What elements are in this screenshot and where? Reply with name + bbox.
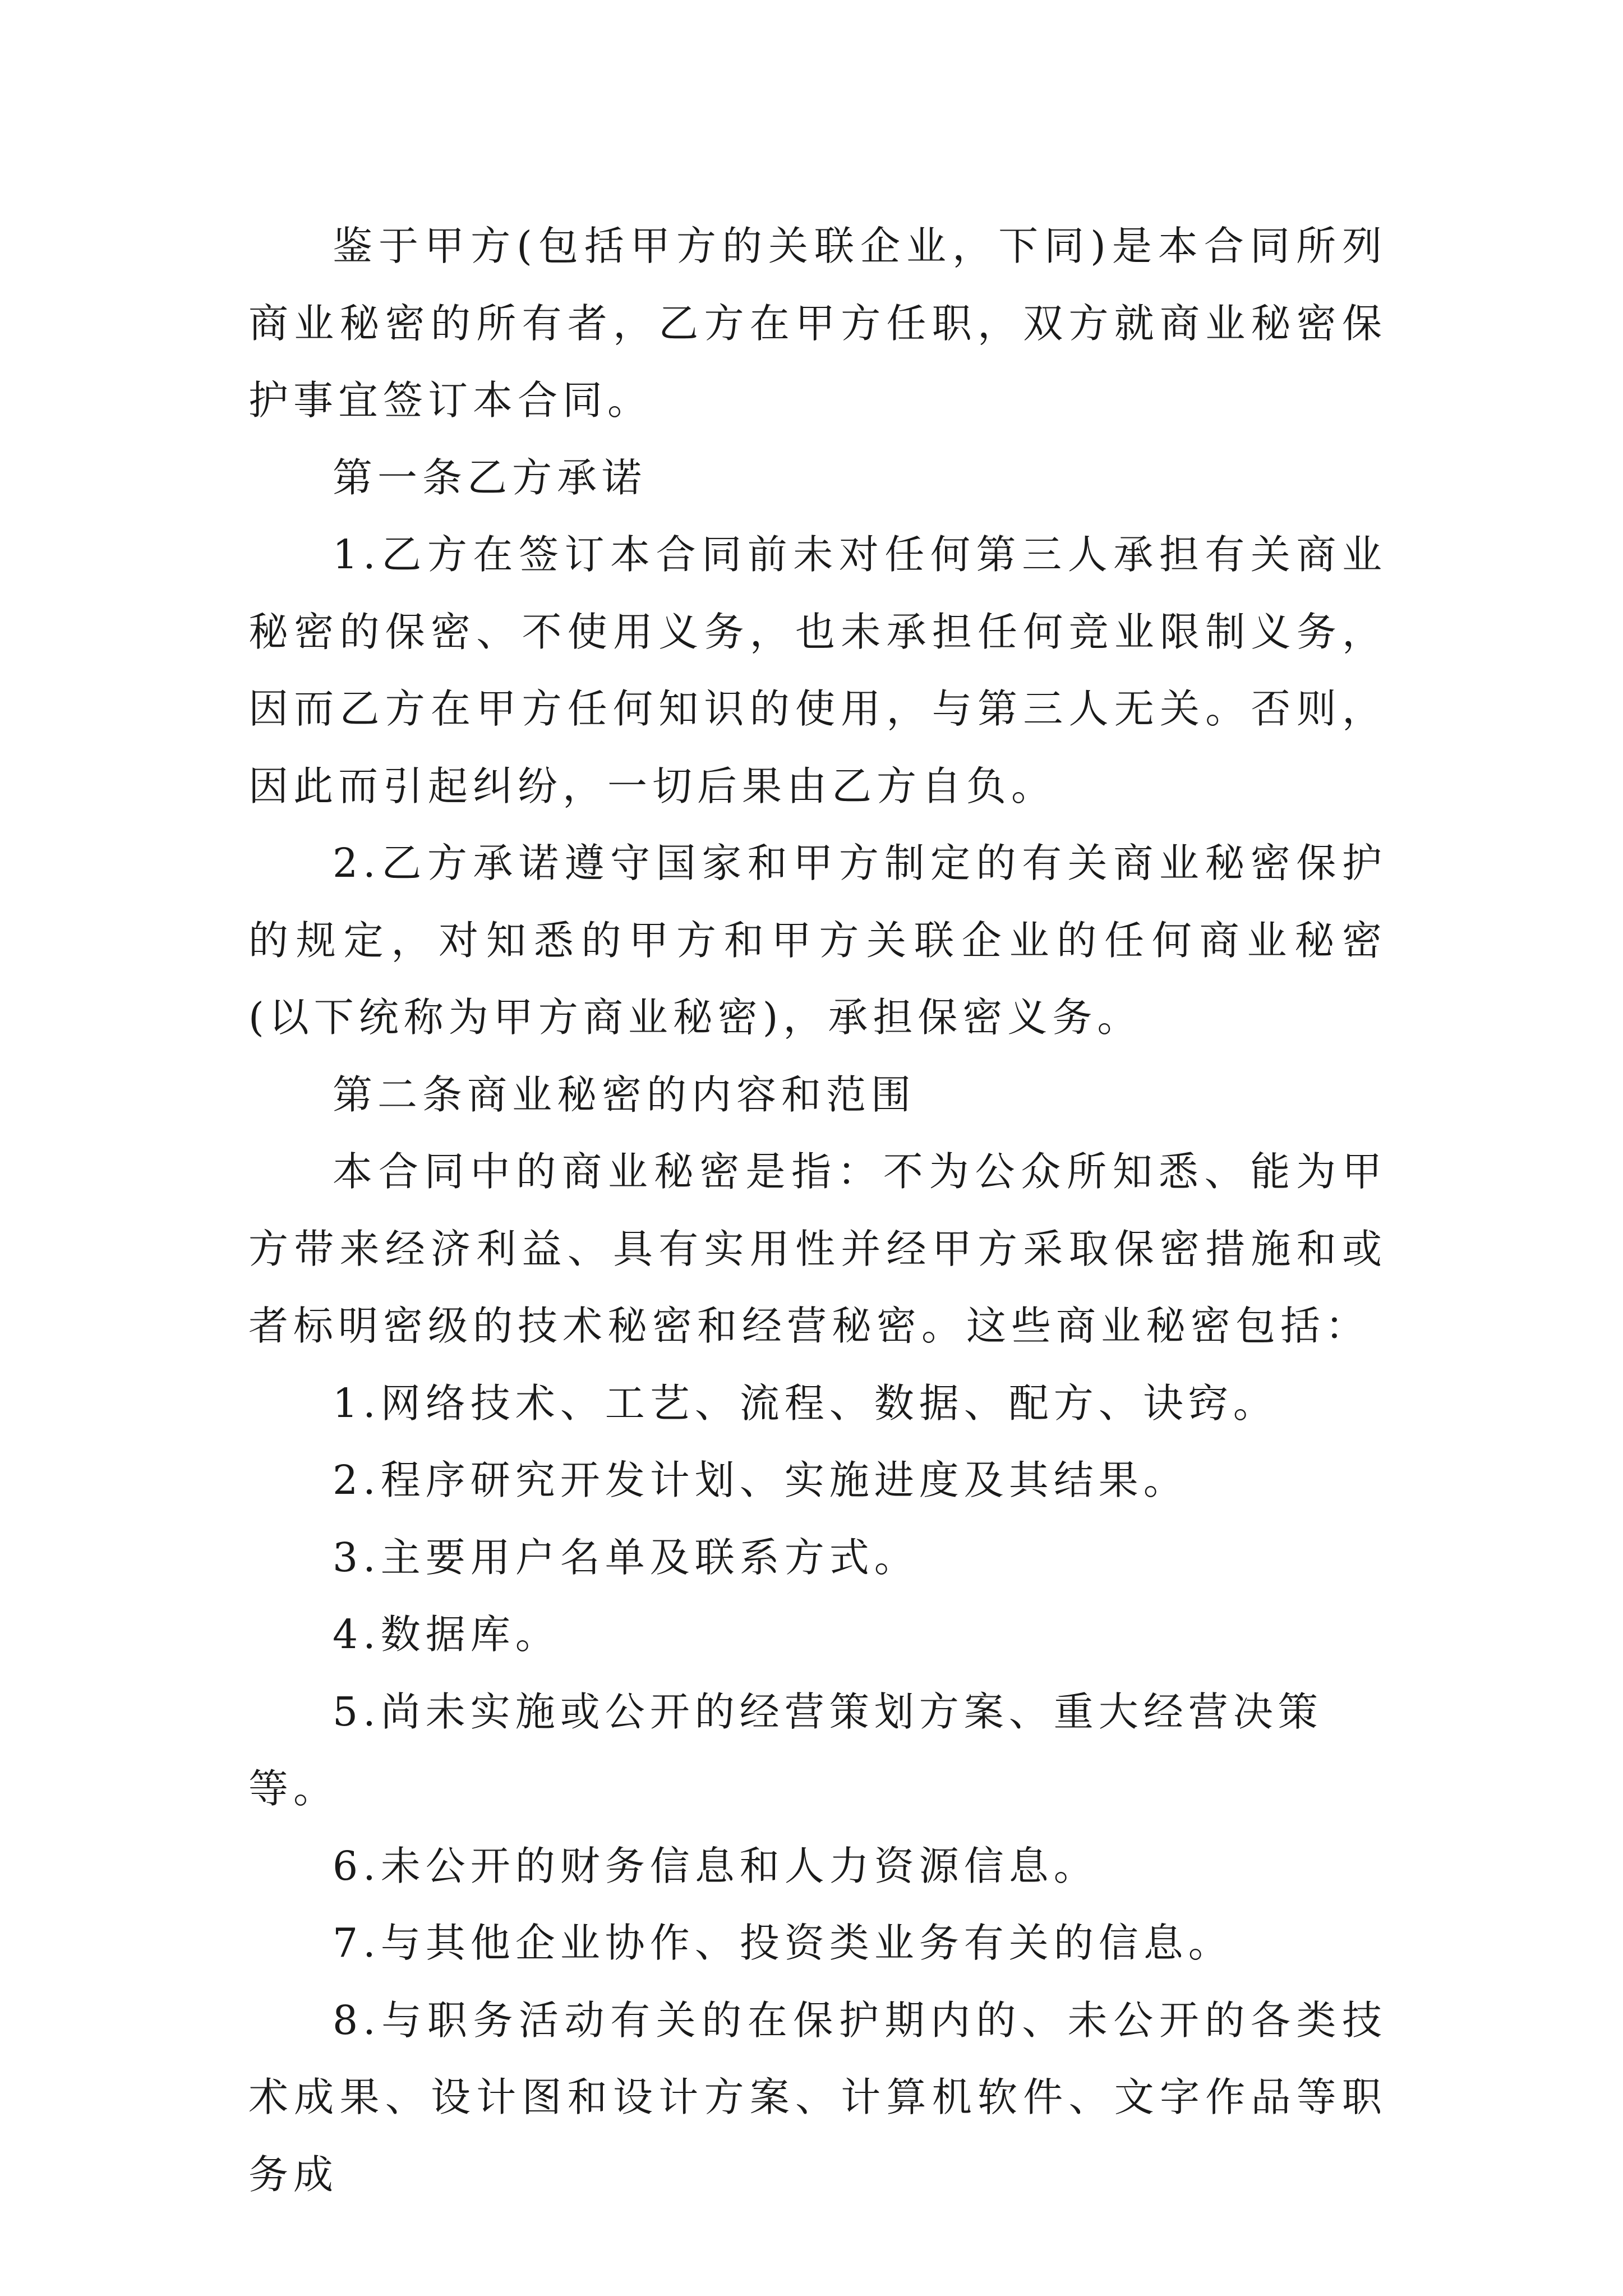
article-1-clause-2: 2.乙方承诺遵守国家和甲方制定的有关商业秘密保护的规定，对知悉的甲方和甲方关联企业的任何商业秘密(以下统称为甲方商业秘密)，承担保密义务。 [248, 840, 1387, 1041]
article-2-item-8: 8.与职务活动有关的在保护期内的、未公开的各类技术成果、设计图和设计方案、计算机软件、文字作品等职务成 [248, 1996, 1387, 2198]
article-2-item-7: 7.与其他企业协作、投资类业务有关的信息。 [333, 1920, 1233, 1966]
article-2-item-3: 3.主要用户名单及联系方式。 [333, 1534, 919, 1581]
paragraph-preamble: 鉴于甲方(包括甲方的关联企业，下同)是本合同所列商业秘密的所有者，乙方在甲方任职，双方就商业秘密保护事宜签订本合同。 [248, 223, 1387, 424]
document-body [248, 208, 1387, 2213]
article-2-item-2: 2.程序研究开发计划、实施进度及其结果。 [333, 1457, 1188, 1503]
article-2-definition: 本合同中的商业秘密是指：不为公众所知悉、能为甲方带来经济利益、具有实用性并经甲方采取保密措施和或者标明密级的技术秘密和经营秘密。这些商业秘密包括： [248, 1148, 1387, 1349]
article-2-item-4: 4.数据库。 [333, 1611, 560, 1658]
article-2-heading: 第二条商业秘密的内容和范围 [333, 1071, 916, 1118]
article-1-heading: 第一条乙方承诺 [333, 454, 647, 501]
article-2-item-1: 1.网络技术、工艺、流程、数据、配方、诀窍。 [333, 1379, 1278, 1427]
article-2-item-6: 6.未公开的财务信息和人力资源信息。 [333, 1842, 1099, 1889]
article-2-item-5: 5.尚未实施或公开的经营策划方案、重大经营决策等。 [248, 1688, 1323, 1812]
article-1-clause-1: 1.乙方在签订本合同前未对任何第三人承担有关商业秘密的保密、不使用义务，也未承担任何竞业限制义务，因而乙方在甲方任何知识的使用，与第三人无关。否则，因此而引起纠纷，一切后果由乙方自负。 [248, 531, 1387, 809]
